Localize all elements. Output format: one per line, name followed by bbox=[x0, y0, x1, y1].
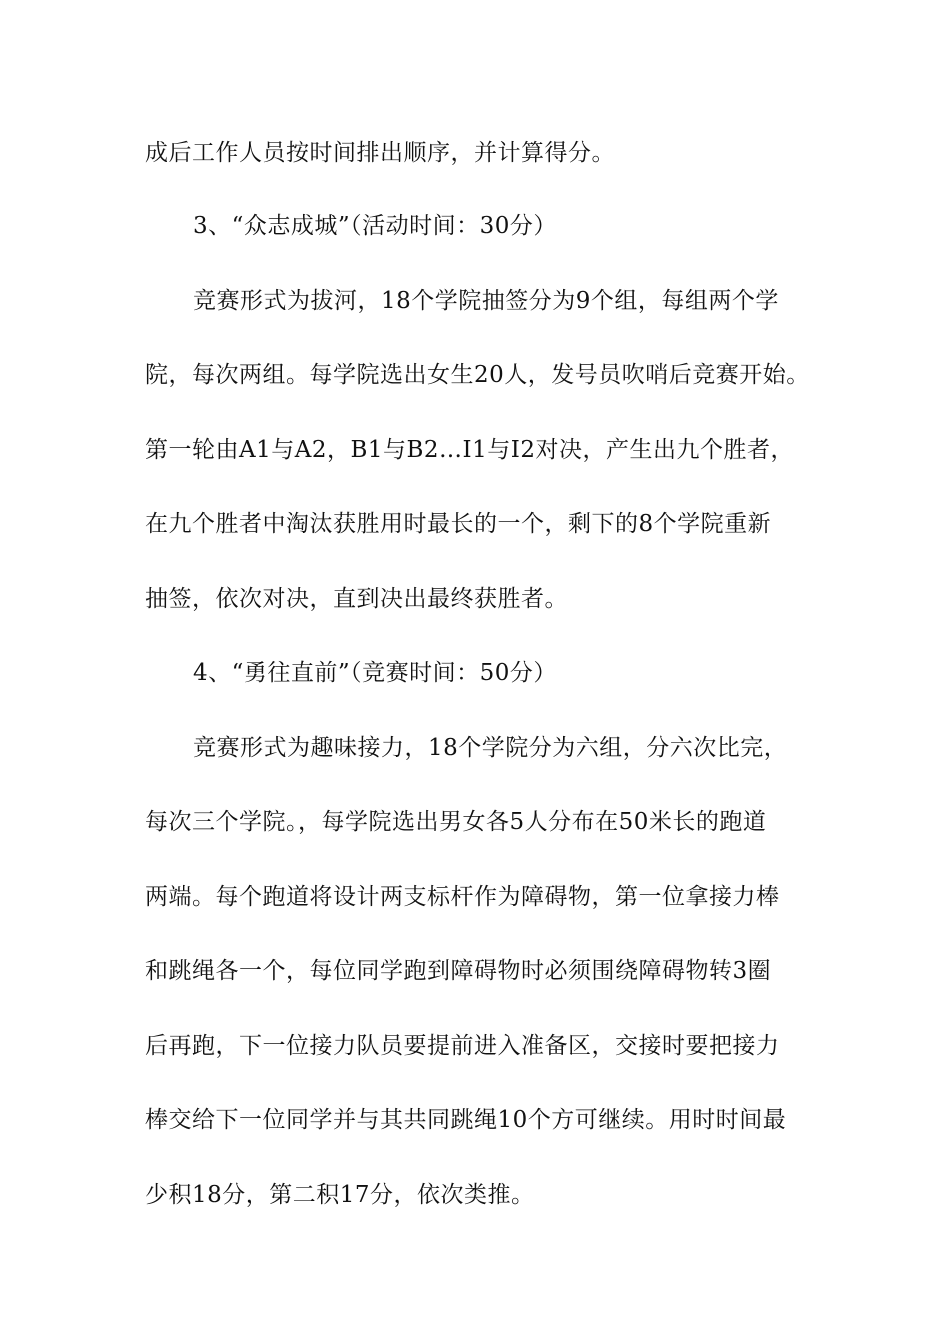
paragraph-line-5: 第一轮由A1与A2，B1与B2…I1与I2对决，产生出九个胜者， bbox=[145, 437, 794, 463]
paragraph-line-15: 少积18分，第二积17分，依次类推。 bbox=[145, 1182, 535, 1208]
paragraph-line-10: 每次三个学院。，每学院选出男女各5人分布在50米长的跑道 bbox=[145, 809, 767, 835]
paragraph-line-9: 竞赛形式为趣味接力，18个学院分为六组，分六次比完， bbox=[193, 735, 788, 761]
section-heading-3: 3、“众志成城”（活动时间：30分） bbox=[193, 213, 557, 239]
paragraph-line-4: 院，每次两组。每学院选出女生20人，发号员吹哨后竞赛开始。 bbox=[145, 362, 810, 388]
paragraph-line-11: 两端。每个跑道将设计两支标杆作为障碍物，第一位拿接力棒 bbox=[145, 884, 780, 910]
paragraph-line-7: 抽签，依次对决，直到决出最终获胜者。 bbox=[145, 586, 568, 612]
paragraph-line-6: 在九个胜者中淘汰获胜用时最长的一个，剩下的8个学院重新 bbox=[145, 511, 772, 537]
paragraph-line-12: 和跳绳各一个，每位同学跑到障碍物时必须围绕障碍物转3圈 bbox=[145, 958, 772, 984]
paragraph-line-13: 后再跑，下一位接力队员要提前进入准备区，交接时要把接力 bbox=[145, 1033, 780, 1059]
section-heading-4: 4、“勇往直前”（竞赛时间：50分） bbox=[193, 660, 557, 686]
paragraph-line-1: 成后工作人员按时间排出顺序，并计算得分。 bbox=[145, 140, 615, 166]
paragraph-line-3: 竞赛形式为拔河，18个学院抽签分为9个组，每组两个学 bbox=[193, 288, 779, 314]
paragraph-line-14: 棒交给下一位同学并与其共同跳绳10个方可继续。用时时间最 bbox=[145, 1107, 787, 1133]
